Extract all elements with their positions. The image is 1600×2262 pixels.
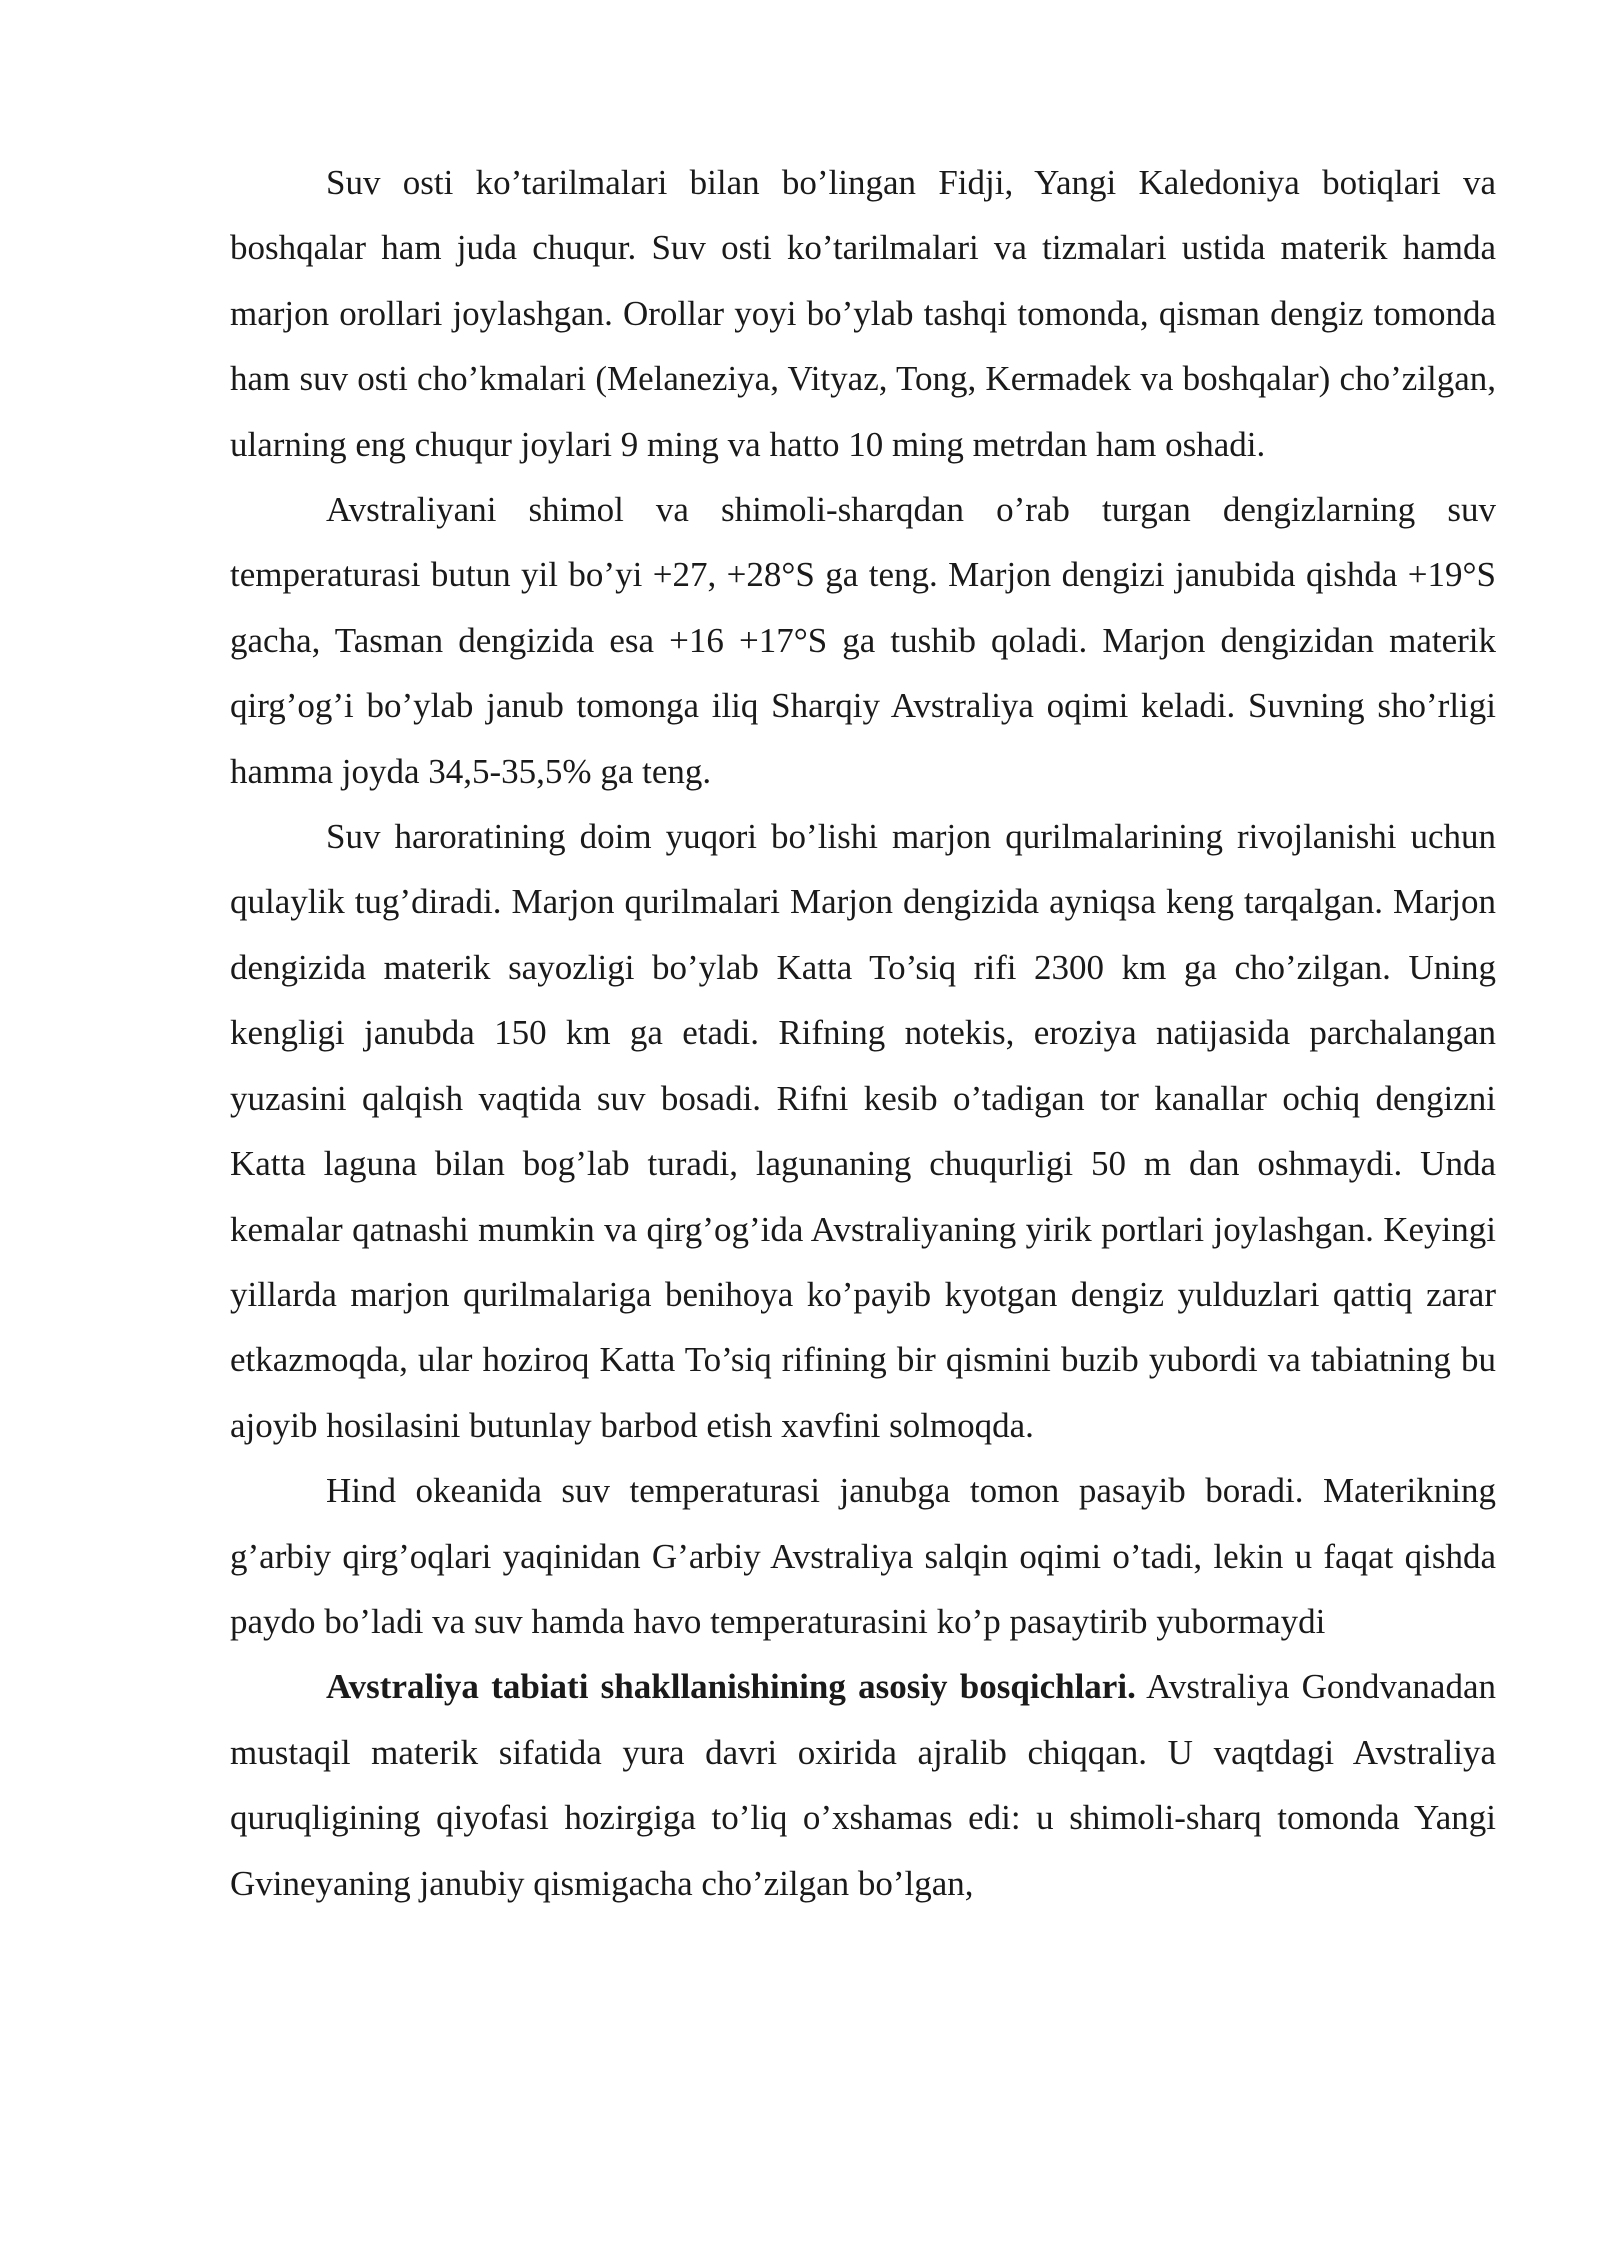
paragraph-1: Suv osti ko’tarilmalari bilan bo’lingan Fidji, Yangi Kaledoniya botiqlari va boshqalar ham juda chuqur. Suv osti ko’tarilmalari va tizmalari ustida materik hamda marjon orollari joylashgan. Orollar yoyi bo’ylab tashqi tomonda, qisman dengiz tomonda ham suv osti cho’kmalari (Melaneziya, Vityaz, Tong, Kermadek va boshqalar) cho’zilgan, ularning eng chuqur joylari 9 ming va hatto 10 ming metrdan ham oshadi. [230, 163, 1496, 464]
section-heading: Avstraliya tabiati shakllanishining asosiy bosqichlari. [326, 1667, 1136, 1707]
document-page [230, 150, 1496, 1916]
paragraph-3: Suv haroratining doim yuqori bo’lishi marjon qurilmalarining rivojlanishi uchun qulaylik tug’diradi. Marjon qurilmalari Marjon dengizida ayniqsa keng tarqalgan. Marjon dengizida materik sayozligi bo’ylab Katta To’siq rifi 2300 km ga cho’zilgan. Uning kengligi janubda 150 km ga etadi. Rifning notekis, eroziya natijasida parchalangan yuzasini qalqish vaqtida suv bosadi. Rifni kesib o’tadigan tor kanallar ochiq dengizni Katta laguna bilan bog’lab turadi, lagunaning chuqurligi 50 m dan oshmaydi. Unda kemalar qatnashi mumkin va qirg’og’ida Avstraliyaning yirik portlari joylashgan. Keyingi yillarda marjon qurilmalariga benihoya ko’payib kyotgan dengiz yulduzlari qattiq zarar etkazmoqda, ular hoziroq Katta To’siq rifining bir qismini buzib yubordi va tabiatning bu ajoyib hosilasini butunlay barbod etish xavfini solmoqda. [230, 817, 1496, 1445]
paragraph-5-text: Avstraliya Gondvanadan mustaqil materik sifatida yura davri oxirida ajralib chiqqan. U vaqtdagi Avstraliya quruqligining qiyofasi hozirgiga to’liq o’xshamas edi: u shimoli-sharq tomonda Yangi Gvineyaning janubiy qismigacha cho’zilgan bo’lgan, [230, 1667, 1496, 1903]
paragraph-4: Hind okeanida suv temperaturasi janubga tomon pasayib boradi. Materikning g’arbiy qirg’oqlari yaqinidan G’arbiy Avstraliya salqin oqimi o’tadi, lekin u faqat qishda paydo bo’ladi va suv hamda havo temperaturasini ko’p pasaytirib yubormaydi [230, 1471, 1496, 1641]
paragraph-2: Avstraliyani shimol va shimoli-sharqdan o’rab turgan dengizlarning suv temperaturasi butun yil bo’yi +27, +28°S ga teng. Marjon dengizi janubida qishda +19°S gacha, Tasman dengizida esa +16 +17°S ga tushib qoladi. Marjon dengizidan materik qirg’og’i bo’ylab janub tomonga iliq Sharqiy Avstraliya oqimi keladi. Suvning sho’rligi hamma joyda 34,5-35,5% ga teng. [230, 490, 1496, 791]
paragraph-5 [230, 1654, 1496, 1916]
